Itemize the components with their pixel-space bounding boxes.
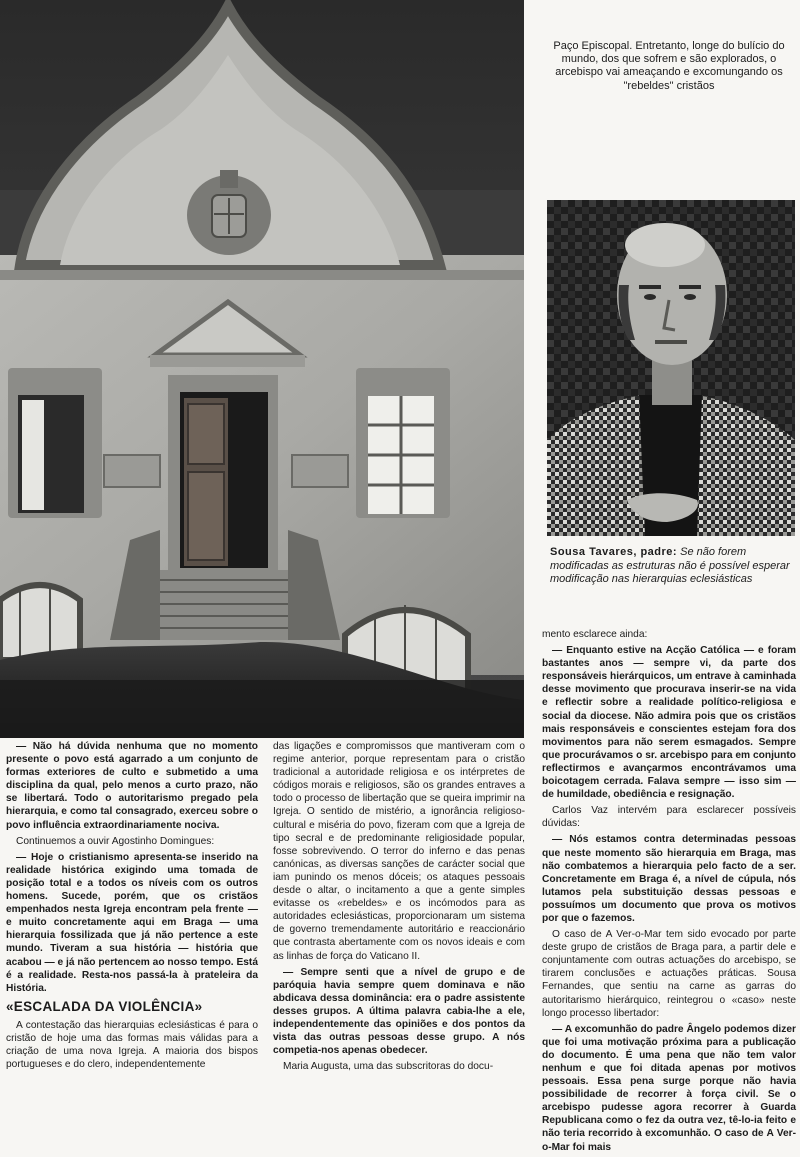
text-column-3 <box>542 628 796 1157</box>
col1-paragraph-2: Continuemos a ouvir Agostinho Domingues: <box>16 835 215 847</box>
col3-paragraph-4: — Nós estamos contra determinadas pessoas que neste momento são hierarquia em Braga, mas não combatemos a hierarquia pelo facto de a ser. Concretamente em Braga é, a nível de cúpula, nós lutamos pela substituição dessas pessoas e possuímos um documento que prova os motivos por que o fazemos. <box>542 834 796 924</box>
col2-paragraph-2: — Sempre senti que a nível de grupo e de paróquia havia sempre quem dominava e não abdicava dessa dominância: era o padre assistente desses grupos. A última palavra cabia-lhe a ele, independentemente das opiniões e dos pontos da vista das outras pessoas desse grupo. A nós competia-nos apenas obedecer. <box>273 966 525 1057</box>
col2-paragraph-1: das ligações e compromissos que mantiveram com o regime anterior, porque representam para o cristão tradicional a autoridade religiosa e os intérpretes de códigos morais e religiosos, são os grandes entraves a todo o processo de libertação que se queira imprimir na Igreja. O sentido de mistério, a ignorância religioso-cultural e miséria do povo, fizeram com que a Igreja de tipo secral e de predominante religiosidade popular, fosse sobrevivendo. O terror do inferno e das penas canónicas, as diversas sanções de carácter social que iam punindo os menos dóceis; os ataques pessoais desde o altar, o incitamento a que a gente simples evitasse os «rebeldes» e os incómodos para as autoridades eclesiásticas, proporcionaram um sistema de governo tremendamente autoritário e reaccionário que contrasta abertamente com os novos ideais e com as linhas de força do Vaticano II. <box>273 741 525 962</box>
col1-paragraph-3: — Hoje o cristianismo apresenta-se inserido na realidade histórica exigindo uma tomada de posição total e a todos os níveis com os outros homens. Sucede, porém, que os cristãos empenhados nesta Igreja encontram pela frente — e muito concretamente aqui em Braga — uma hierarquia fossilizada que já não pertence a este mundo. Tiveram a sua história — história que acabou — e já não pertencem ao nosso tempo. Está é a realidade. Resta-nos passá-la à prateleira da História. <box>6 851 258 994</box>
top-right-paragraph: Paço Episcopal. Entretanto, longe do bulício do mundo, dos que sofrem e são explorados, o arcebispo vai ameaçando e excomungando os "rebeldes" cristãos <box>553 40 785 92</box>
col1-paragraph-1: — Não há dúvida nenhuma que no momento presente o povo está agarrado a um conjunto de formas exteriores de culto e submetido a uma disciplina da qual, pelo menos a curto prazo, não se libertará. Todo o autoritarismo pregado pela hierarquia, e como tal consagrado, exerceu sobre o povo influência extraordinariamente nociva. <box>6 741 258 831</box>
col3-paragraph-1: mento esclarece ainda: <box>542 629 648 640</box>
portrait-caption <box>550 546 796 587</box>
paco-episcopal-photo <box>0 0 524 738</box>
portrait-sousa-tavares-image <box>547 200 795 536</box>
caption-name: Sousa Tavares, padre: <box>550 546 678 558</box>
col3-paragraph-2: — Enquanto estive na Acção Católica — e foram bastantes anos — sempre vi, da parte dos responsáveis hierárquicos, um entrave à caminhada desse movimento que procurava inserir-se na vida e reflectir sobre a realidade político-religiosa e social da diocese. Não admira pois que os cristãos mais responsáveis e conscientes estejam fora dos movimentos para não serem esmagados. Sempre que procurávamos o sr. arcebispo para em conjunto reflectirmos e avançarmos encontrávamos uma boicotagem cerrada. Falava sempre — isso sim — de humildade, obediência e resignação. <box>542 645 796 801</box>
col1-paragraph-4: A contestação das hierarquias eclesiásticas é para o cristão de hoje uma das formas mais válidas para a criação de uma nova Igreja. A maioria dos bispos portugueses e do clero, independentemente <box>6 1019 258 1071</box>
building-facade-image <box>0 0 524 738</box>
col3-paragraph-3: Carlos Vaz intervém para esclarecer possíveis dúvidas: <box>542 805 796 830</box>
portrait-photo <box>547 200 795 536</box>
section-heading: «ESCALADA DA VIOLÊNCIA» <box>6 998 203 1014</box>
top-right-text-block <box>544 40 794 96</box>
text-column-2 <box>273 740 525 1076</box>
col2-paragraph-3: Maria Augusta, uma das subscritoras do docu- <box>283 1061 494 1073</box>
text-column-1 <box>6 740 258 1074</box>
col3-paragraph-6: — A excomunhão do padre Ângelo podemos dizer que foi uma motivação próxima para a publicação do documento. É uma pena que não tem valor nenhum e que foi ditada apenas por motivos pessoais. Essa pena surge porque não havia possibilidade de recorrer à força civil. Se o arcebispo pudesse agora recorrer à Guarda Republicana como o fez da outra vez, tê-lo-ia feito e não teria recorrido à excomunhão. O caso de A Ver-o-Mar foi mais <box>542 1023 796 1153</box>
col3-paragraph-5: O caso de A Ver-o-Mar tem sido evocado por parte deste grupo de cristãos de Braga para, a partir dele e conjuntamente com outras actuações do arcebispo, se tirarem conclusões e actuações práticas. Sousa Fernandes, que sentiu na carne as garras do autoritarismo hierárquico, reintegrou o «caso» neste longo processo libertador: <box>542 929 796 1019</box>
caption-quote: Se não forem modificadas as estruturas não é possível esperar modificação nas hierarquias eclesiásticas <box>550 546 790 585</box>
